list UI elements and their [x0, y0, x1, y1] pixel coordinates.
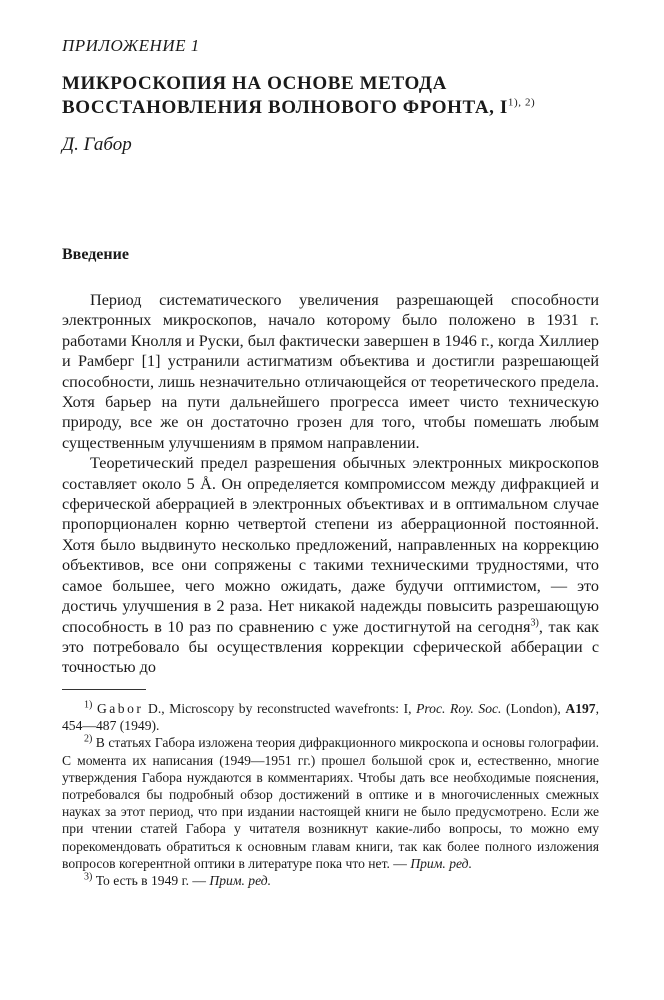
footnote-1 [62, 700, 599, 734]
footnote-2-editor-note: Прим. ред. [410, 855, 472, 871]
footnote-1-volume: A197 [565, 701, 596, 716]
footnote-3-mark: 3) [84, 871, 93, 883]
footnote-2 [62, 734, 599, 872]
footnote-1-text-b: (London), [501, 701, 566, 716]
paragraph-2-end: , так как это потребовало бы осуществления коррекции сферической абберации с точностью до [62, 617, 599, 677]
footnote-3-editor-note: Прим. ред. [209, 873, 272, 889]
paragraph-2-start: Теоретический предел разрешения обычных электронных микроскопов составляет около 5 Å. Он определяется компромиссом между дифракцией и сферической аберрацией в электронных объективах и в оптимальном случае пропорционален корню четвертой степени из аберрационной постоянной. Хотя было выдвинуто несколько предложений, направленных на коррекцию объективов, все они сопряжены с такими техническими трудностями, что самое большее, чего можно ожидать, даже будучи оптимистом, — это достичь улучшения в 2 раза. Нет никакой надежды повысить разрешающую способность в 10 раз по сравнению с уже достигнутой на сегодня [62, 454, 599, 636]
footnote-1-mark: 1) [84, 699, 93, 711]
main-text [62, 290, 599, 678]
paragraph-1: Период систематического увеличения разрешающей способности электронных микроскопов, начало которому было положено в 1931 г. работами Кнолля и Руски, был фактически завершен в 1946 г., когда Хиллиер и Рамберг [1] устранили астигматизм объектива и достигли разрешающей способности, лишь незначительно отличающейся от теоретического предела. Хотя барьер на пути дальнейшего прогресса имеет чисто техническую природу, все же он достаточно грозен для того, чтобы помешать любым существенным улучшениям в прямом направлении. [62, 291, 599, 452]
article-title [62, 72, 622, 120]
footnotes [62, 700, 599, 889]
footnote-2-mark: 2) [84, 733, 93, 745]
title-line-1: МИКРОСКОПИЯ НА ОСНОВЕ МЕТОДА [62, 73, 447, 94]
appendix-label: ПРИЛОЖЕНИЕ 1 [62, 36, 200, 55]
title-line-2-text: ВОССТАНОВЛЕНИЯ ВОЛНОВОГО ФРОНТА, I [62, 97, 508, 118]
footnote-3 [62, 872, 599, 889]
footnote-1-journal: Proc. Roy. Soc. [416, 701, 502, 716]
footnote-3-text: То есть в 1949 г. — [92, 873, 210, 889]
footnote-1-text-c: , 454—487 (1949). [62, 701, 599, 734]
footnote-separator [62, 689, 146, 690]
footnote-1-author: Gabor [96, 701, 144, 716]
paragraph-2 [62, 453, 599, 677]
footnote-1-text-a: D., Microscopy by reconstructed wavefronts: I, [143, 701, 417, 716]
footnote-2-text: В статьях Габора изложена теория дифракционного микроскопа и основы голографии. С момента их написания (1949—1951 гг.) прошел большой срок и, естественно, многие утверждения Габора нуждаются в комментариях. Чтобы дать все необходимые пояснения, потребовался бы подробный обзор достижений в оптике и в многочисленных смежных науках за этот период, что при издании настоящей книги не было предусмотрено. Если же при чтении статей Габора у читателя возникнут какие-либо вопросы, то можно ему порекомендовать обратиться к основным главам книги, так как более полного изложения вопросов когерентной оптики в литературе пока что нет. — [62, 735, 599, 871]
title-footnote-marks: 1), 2) [507, 96, 536, 109]
section-heading: Введение [62, 246, 129, 263]
title-line-2 [62, 96, 622, 120]
author-name: Д. Габор [62, 134, 132, 155]
footnote-ref-3: 3) [530, 617, 539, 629]
